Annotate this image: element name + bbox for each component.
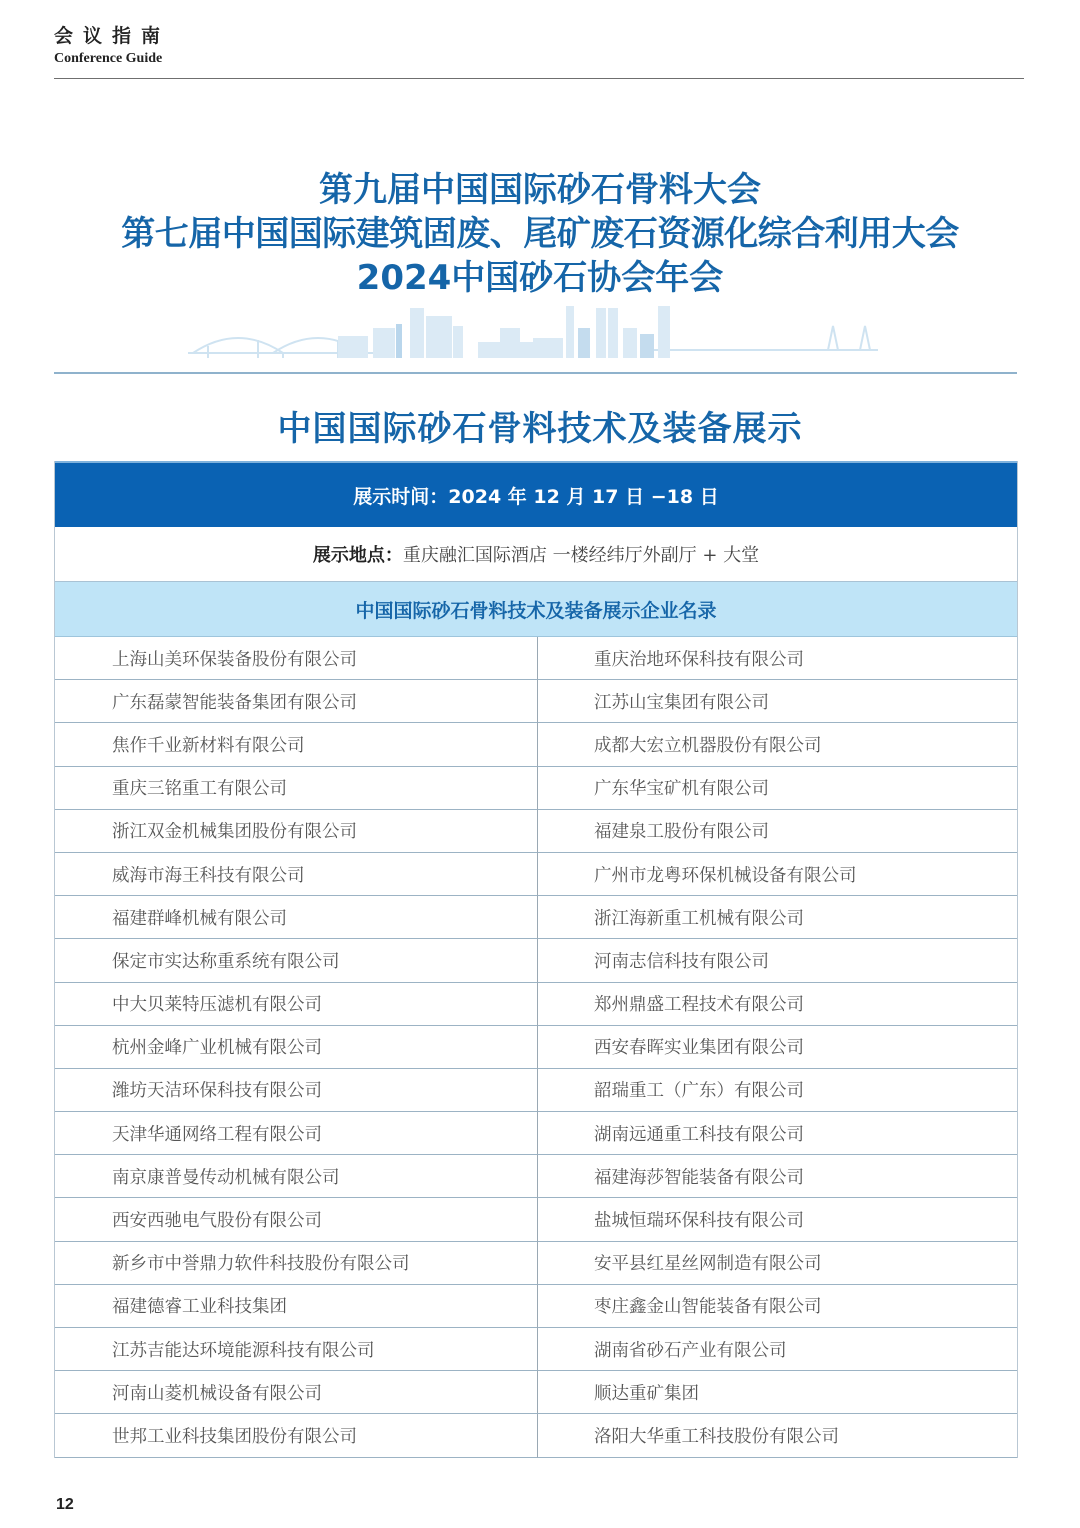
- company-cell: 新乡市中誉鼎力软件科技股份有限公司: [55, 1242, 538, 1285]
- conference-title-3: 2024中国砂石协会年会: [356, 258, 724, 298]
- exhibition-place-label: 展示地点：: [312, 545, 403, 566]
- header-divider: [54, 78, 1024, 79]
- company-cell: 浙江海新重工机械有限公司: [538, 896, 1017, 939]
- company-cell: 韶瑞重工（广东）有限公司: [538, 1069, 1017, 1112]
- company-cell: 枣庄鑫金山智能装备有限公司: [538, 1285, 1017, 1328]
- running-head-title-cn: 会议指南: [54, 25, 171, 47]
- company-cell: 上海山美环保装备股份有限公司: [55, 637, 538, 680]
- company-cell: 福建德睿工业科技集团: [55, 1285, 538, 1328]
- company-cell: 西安西驰电气股份有限公司: [55, 1198, 538, 1241]
- company-cell: 广东磊蒙智能装备集团有限公司: [55, 680, 538, 723]
- company-cell: 广州市龙粤环保机械设备有限公司: [538, 853, 1017, 896]
- conference-title-1: 第九届中国国际砂石骨料大会: [319, 170, 761, 210]
- company-cell: 福建泉工股份有限公司: [538, 810, 1017, 853]
- exhibition-time-value: 2024 年 12 月 17 日 −18 日: [448, 485, 719, 508]
- page-number: 12: [56, 1496, 74, 1513]
- company-cell: 焦作千业新材料有限公司: [55, 723, 538, 766]
- company-cell: 西安春晖实业集团有限公司: [538, 1026, 1017, 1069]
- company-cell: 潍坊天洁环保科技有限公司: [55, 1069, 538, 1112]
- exhibition-time-row: [55, 461, 1017, 527]
- exhibition-place-value: 重庆融汇国际酒店 一楼经纬厅外副厅 + 大堂: [402, 545, 760, 566]
- company-cell: 洛阳大华重工科技股份有限公司: [538, 1414, 1017, 1457]
- conference-titles: [0, 168, 1080, 300]
- company-cell: 湖南远通重工科技有限公司: [538, 1112, 1017, 1155]
- company-cell: 湖南省砂石产业有限公司: [538, 1328, 1017, 1371]
- banner-divider: [54, 372, 1017, 374]
- company-cell: 河南志信科技有限公司: [538, 939, 1017, 982]
- company-cell: 南京康普曼传动机械有限公司: [55, 1155, 538, 1198]
- exhibition-place-row: [55, 527, 1017, 582]
- company-cell: 河南山菱机械设备有限公司: [55, 1371, 538, 1414]
- company-cell: 福建海莎智能装备有限公司: [538, 1155, 1017, 1198]
- company-cell: 郑州鼎盛工程技术有限公司: [538, 983, 1017, 1026]
- company-cell: 广东华宝矿机有限公司: [538, 767, 1017, 810]
- section-title: 中国国际砂石骨料技术及装备展示: [277, 409, 803, 449]
- running-head: [54, 24, 170, 68]
- company-cell: 江苏吉能达环境能源科技有限公司: [55, 1328, 538, 1371]
- company-list-title: 中国国际砂石骨料技术及装备展示企业名录: [55, 582, 1017, 637]
- city-skyline-icon: [188, 298, 888, 364]
- company-cell: 江苏山宝集团有限公司: [538, 680, 1017, 723]
- company-cell: 安平县红星丝网制造有限公司: [538, 1242, 1017, 1285]
- company-cell: 世邦工业科技集团股份有限公司: [55, 1414, 538, 1457]
- company-cell: 杭州金峰广业机械有限公司: [55, 1026, 538, 1069]
- company-cell: 顺达重矿集团: [538, 1371, 1017, 1414]
- company-cell: 盐城恒瑞环保科技有限公司: [538, 1198, 1017, 1241]
- conference-title-2: 第七届中国国际建筑固废、尾矿废石资源化综合利用大会: [121, 214, 959, 254]
- company-cell: 重庆治地环保科技有限公司: [538, 637, 1017, 680]
- company-cell: 重庆三铭重工有限公司: [55, 767, 538, 810]
- company-cell: 成都大宏立机器股份有限公司: [538, 723, 1017, 766]
- company-cell: 浙江双金机械集团股份有限公司: [55, 810, 538, 853]
- company-cell: 保定市实达称重系统有限公司: [55, 939, 538, 982]
- company-cell: 中大贝莱特压滤机有限公司: [55, 983, 538, 1026]
- company-cell: 威海市海王科技有限公司: [55, 853, 538, 896]
- exhibition-time-label: 展示时间：: [353, 485, 449, 508]
- company-cell: 福建群峰机械有限公司: [55, 896, 538, 939]
- company-cell: 天津华通网络工程有限公司: [55, 1112, 538, 1155]
- exhibition-table: [54, 461, 1018, 1458]
- running-head-title-en: Conference Guide: [54, 51, 163, 66]
- company-list: [55, 637, 1017, 1458]
